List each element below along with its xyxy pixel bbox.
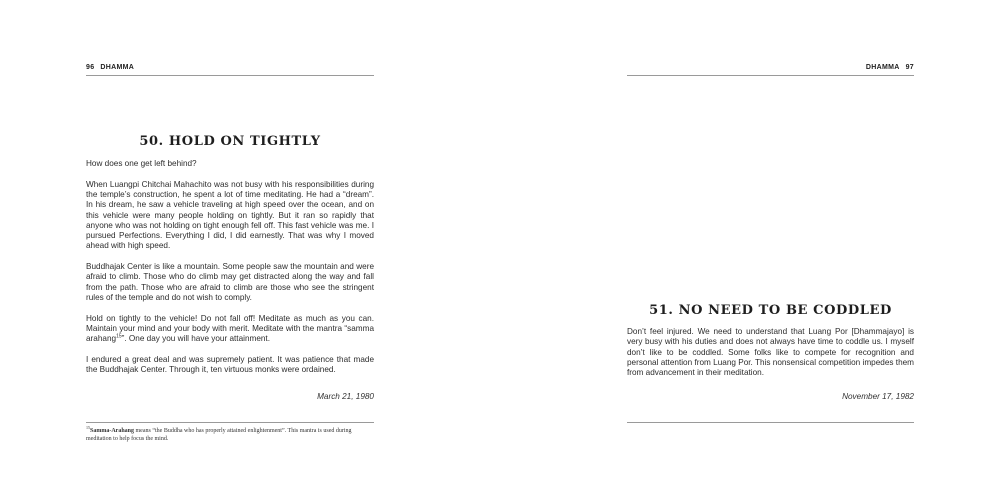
footnote-reference[interactable]: 15 xyxy=(116,333,122,340)
footnote xyxy=(86,425,374,443)
paragraph-question: How does one get left behind? xyxy=(86,159,197,168)
paragraph-coddled: Don’t feel injured. We need to understand that Luang Por [Dhammajayo] is very busy with his duties and does not always have time to coddle us. I myself don’t like to be coddled. Some folks like to compete for recognition and personal attention from Luang Por. This nonsensical competition impedes them from advancement in their meditation. xyxy=(627,327,914,378)
paragraph-patience: I endured a great deal and was supremely patient. It was patience that made the Buddhajak Center. Through it, ten virtuous monks were ordained. xyxy=(86,355,374,375)
chapter-title-50: 50. HOLD ON TIGHTLY xyxy=(139,134,321,149)
right-running-head xyxy=(627,64,914,76)
left-running-head xyxy=(86,64,374,76)
right-date: November 17, 1982 xyxy=(842,392,914,401)
paragraph-dream: When Luangpi Chitchai Mahachito was not busy with his responsibilities during the temple’s construction, he spent a lot of time meditating. He had a “dream”. In his dream, he saw a vehicle traveling at high speed over the ocean, and on this vehicle were many people holding on tightly. But it ran so rapidly that anyone who was not holding on tight enough fell off. This fast vehicle was me. I pursued Perfections. Everything I did, I did earnestly. That was why I moved ahead with high speed. xyxy=(86,179,374,251)
footnote-term: Samma-Arahang xyxy=(90,428,135,434)
right-body-text xyxy=(627,327,914,389)
mantra-text-before: Hold on tightly to the vehicle! Do not fall off! Meditate as much as you can. Maintain your mind and your body with merit. Meditate with the mantra “samma arahang xyxy=(86,313,374,344)
paragraph-mountain: Buddhajak Center is like a mountain. Some people saw the mountain and were afraid to climb. Those who do climb may get distracted along the way and fall from the path. Those who are afraid to climb are those who see the stringent rules of the temple and do not wish to comply. xyxy=(86,262,374,303)
footnote-mark: 15 xyxy=(86,425,90,430)
left-body-text xyxy=(86,159,374,386)
right-page xyxy=(627,0,914,500)
footnote-text: means “the Buddha who has properly attained enlightenment”. This mantra is used during meditation to help focus the mind. xyxy=(86,428,352,442)
left-date: March 21, 1980 xyxy=(317,392,374,401)
right-running-head-label: DHAMMA xyxy=(865,64,900,71)
paragraph-mantra xyxy=(86,314,374,345)
left-running-head-label: DHAMMA xyxy=(100,64,135,71)
footnote-divider xyxy=(86,422,374,423)
mantra-text-after: ”. One day you will have your attainment. xyxy=(121,334,270,344)
right-bottom-divider xyxy=(627,422,914,423)
left-page xyxy=(86,0,374,500)
chapter-title-51: 51. NO NEED TO BE CODDLED xyxy=(649,303,892,318)
right-page-number: 97 xyxy=(905,64,914,71)
left-page-number: 96 xyxy=(86,64,95,71)
